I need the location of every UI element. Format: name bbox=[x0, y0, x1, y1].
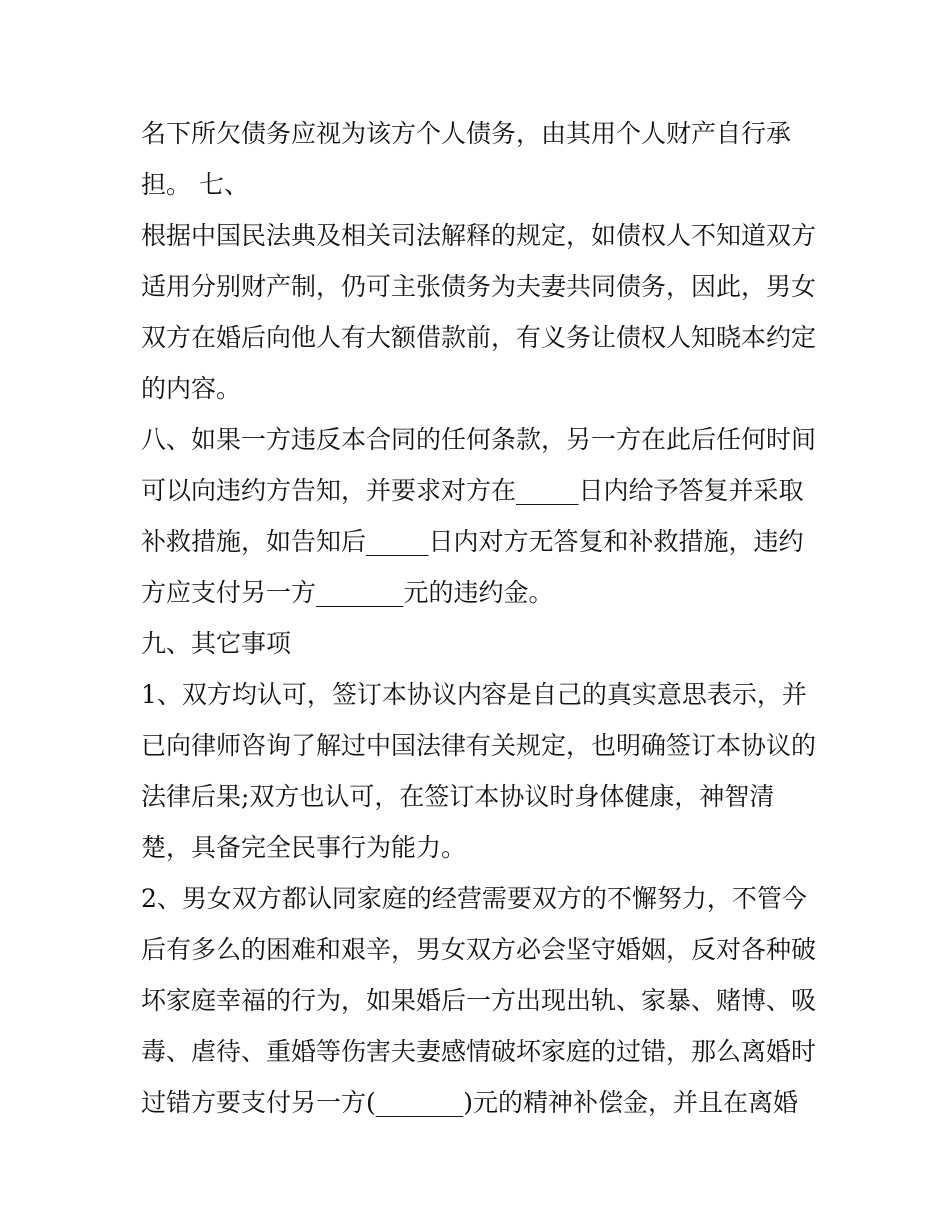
document-body bbox=[141, 108, 821, 1128]
text-line: 适用分别财产制，仍可主张债务为夫妻共同债务，因此，男女 bbox=[141, 272, 817, 301]
text-line: 的内容。 bbox=[141, 374, 242, 403]
text-line: 过错方要支付另一方(_______)元的精神补偿金，并且在离婚 bbox=[141, 1088, 799, 1117]
text-line: 后有多么的困难和艰辛，男女双方必会坚守婚姻，反对各种破 bbox=[141, 935, 817, 964]
text-line: 方应支付另一方_______元的违约金。 bbox=[141, 578, 554, 607]
text-line: 双方在婚后向他人有大额借款前，有义务让债权人知晓本约定 bbox=[141, 323, 817, 352]
text-line: 坏家庭幸福的行为，如果婚后一方出现出轨、家暴、赌博、吸 bbox=[141, 986, 817, 1015]
text-line: 毒、虐待、重婚等伤害夫妻感情破坏家庭的过错，那么离婚时 bbox=[141, 1037, 817, 1066]
text-line: 法律后果;双方也认可，在签订本协议时身体健康，神智清 bbox=[141, 782, 775, 811]
text-line: 可以向违约方告知，并要求对方在_____日内给予答复并采取 bbox=[141, 476, 804, 505]
text-line: 补救措施，如告知后_____日内对方无答复和补救措施，违约 bbox=[141, 527, 804, 556]
text-line: 根据中国民法典及相关司法解释的规定，如债权人不知道双方 bbox=[141, 221, 817, 250]
text-line: 已向律师咨询了解过中国法律有关规定，也明确签订本协议的 bbox=[141, 731, 817, 760]
text-line: 楚，具备完全民事行为能力。 bbox=[141, 833, 467, 862]
text-line: 担。 七、 bbox=[141, 170, 249, 199]
section-heading: 九、其它事项 bbox=[141, 629, 292, 658]
text-line: 名下所欠债务应视为该方个人债务，由其用个人财产自行承 bbox=[141, 119, 792, 148]
text-line: 1、双方均认可，签订本协议内容是自己的真实意思表示，并 bbox=[141, 680, 807, 709]
text-line: 八、如果一方违反本合同的任何条款，另一方在此后任何时间 bbox=[141, 425, 817, 454]
text-line: 2、男女双方都认同家庭的经营需要双方的不懈努力，不管今 bbox=[141, 884, 807, 913]
